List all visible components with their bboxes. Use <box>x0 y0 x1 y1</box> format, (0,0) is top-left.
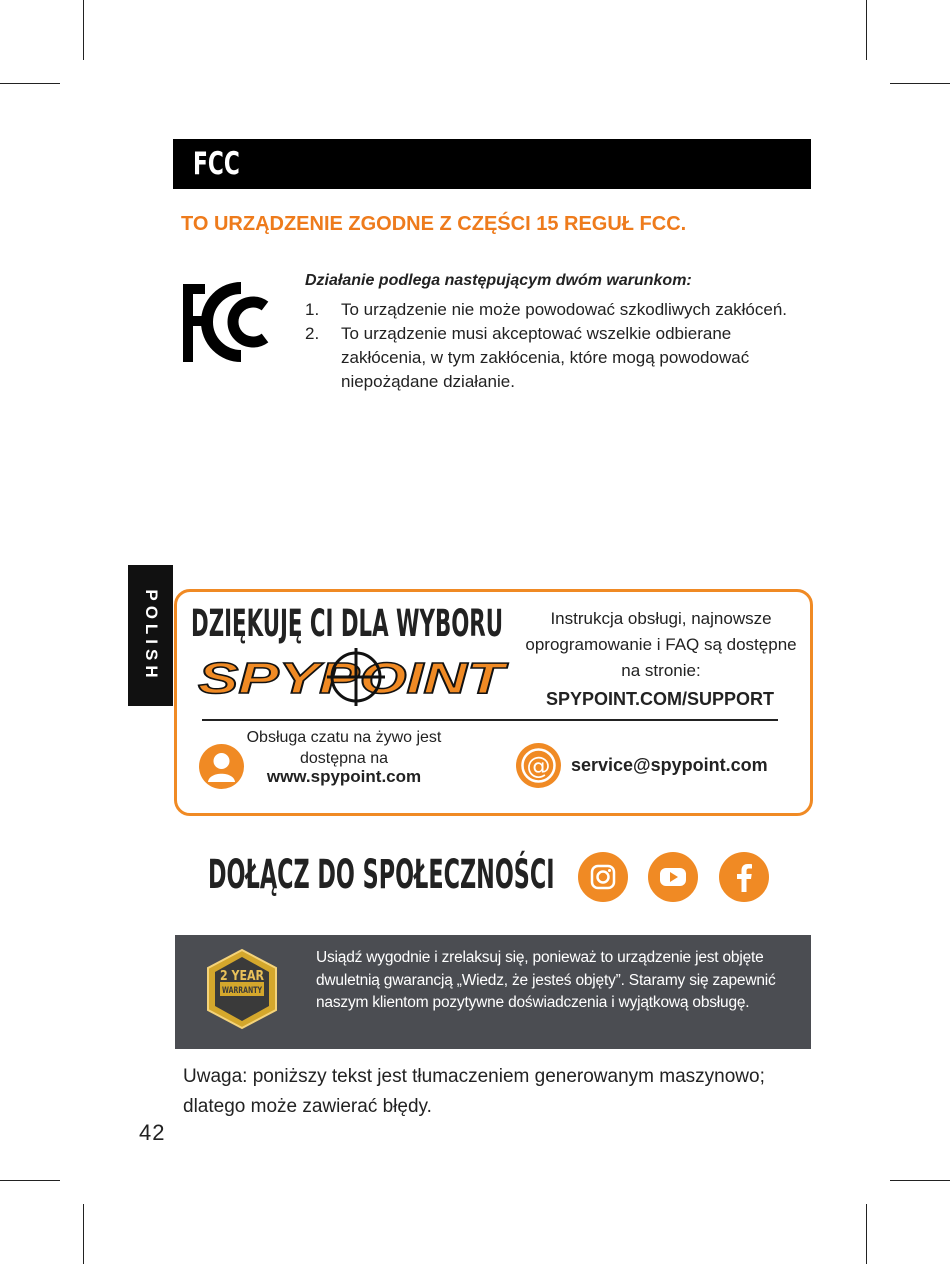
crop-mark <box>83 1204 84 1264</box>
crop-mark <box>0 1180 60 1181</box>
language-side-tab <box>128 565 173 706</box>
fcc-compliance-heading: TO URZĄDZENIE ZGODNE Z CZĘŚCI 15 REGUŁ FCC. <box>181 213 687 235</box>
condition-text: To urządzenie nie może powodować szkodliwych zakłóceń. <box>341 300 788 319</box>
facebook-icon[interactable] <box>719 852 769 902</box>
youtube-icon[interactable] <box>648 852 698 902</box>
instagram-icon[interactable] <box>578 852 628 902</box>
translation-note: Uwaga: poniższy tekst jest tłumaczeniem generowanym maszynowo; dlatego może zawierać błędy. <box>183 1066 765 1117</box>
fcc-section-header <box>173 139 811 189</box>
condition-item <box>305 298 825 322</box>
crop-mark <box>83 0 84 60</box>
crop-mark <box>0 83 60 84</box>
spypoint-logo <box>196 646 512 708</box>
condition-number: 2. <box>305 324 320 343</box>
join-community-heading: DOŁĄCZ DO SPOŁECZNOŚCI <box>208 852 555 898</box>
support-info-text: Instrukcja obsługi, najnowsze oprogramowanie i FAQ są dostępne na stronie: <box>525 609 797 680</box>
crop-mark <box>890 83 950 84</box>
condition-number: 1. <box>305 300 320 319</box>
warranty-badge-years: 2 YEAR <box>220 969 264 984</box>
spypoint-logo-text: SPYPOINT <box>198 654 509 703</box>
warranty-text: Usiądź wygodnie i zrelaksuj się, ponieważ to urządzenie jest objęte dwuletnią gwarancją „Wiedz, że jesteś objęty”. Staramy się zapewnić naszym klientom pozytywne doświadczenia i wyjątkową obsługę. <box>316 949 776 1011</box>
user-icon <box>199 744 244 789</box>
condition-item <box>305 322 825 394</box>
divider <box>202 719 778 721</box>
email-at-icon <box>516 743 561 788</box>
support-url-link[interactable]: SPYPOINT.COM/SUPPORT <box>545 689 775 709</box>
condition-text: To urządzenie musi akceptować wszelkie odbierane zakłócenia, w tym zakłócenia, które mogą powodować niepożądane działanie. <box>341 324 750 391</box>
support-email-link[interactable]: service@spypoint.com <box>571 755 768 775</box>
crop-mark <box>866 1204 867 1264</box>
conditions-title: Działanie podlega następującym dwóm warunkom: <box>305 272 692 289</box>
warranty-badge-icon <box>205 948 279 1030</box>
live-chat-url-link[interactable]: www.spypoint.com <box>266 767 422 786</box>
language-label: POLISH <box>141 588 161 683</box>
svg-text:@: @ <box>526 752 551 780</box>
crop-mark <box>866 0 867 60</box>
live-chat-text: Obsługa czatu na żywo jest dostępna na <box>246 729 442 767</box>
thank-you-heading: DZIĘKUJĘ CI DLA WYBORU <box>191 602 504 645</box>
crop-mark <box>890 1180 950 1181</box>
fcc-header-title: FCC <box>193 146 240 182</box>
page-number: 42 <box>139 1120 166 1145</box>
warranty-badge-label: WARRANTY <box>222 986 263 996</box>
fcc-logo-icon <box>181 276 285 368</box>
